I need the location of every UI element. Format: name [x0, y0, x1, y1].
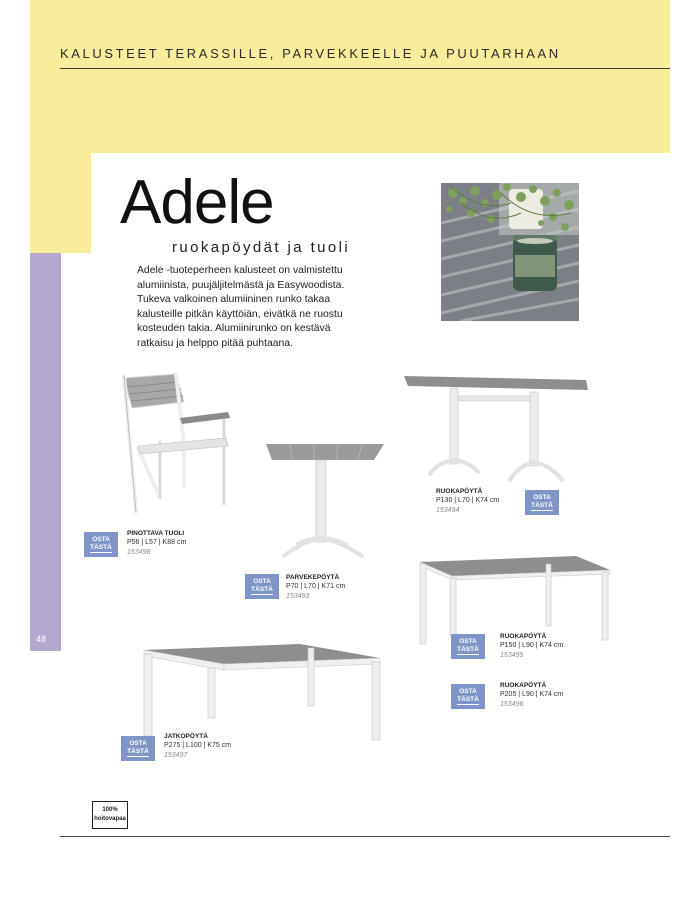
collection-subtitle: ruokapöydät ja tuoli	[172, 239, 351, 256]
header-divider	[60, 68, 670, 69]
page-number: 48	[36, 634, 47, 644]
buy-button-dining-table-130[interactable]: OSTA TÄSTÄ	[525, 490, 559, 515]
product-code: 153493	[286, 593, 310, 600]
yellow-side-band	[30, 153, 91, 253]
maintenance-free-badge: 100% hoitovapaa	[92, 801, 128, 829]
buy-button-chair[interactable]: OSTA TÄSTÄ	[84, 532, 118, 557]
product-name: JATKOPÖYTÄ	[164, 733, 208, 740]
product-dimensions: P56 | L57 | K88 cm	[127, 539, 187, 546]
product-name: PINOTTAVA TUOLI	[127, 530, 185, 537]
product-name: RUOKAPÖYTÄ	[500, 633, 547, 640]
product-dimensions: P205 | L90 | K74 cm	[500, 691, 564, 698]
collection-title: Adele	[120, 168, 274, 237]
section-title: KALUSTEET TERASSILLE, PARVEKKEELLE JA PUUTARHAAN	[60, 46, 561, 61]
purple-side-bar	[30, 253, 61, 651]
buy-button-balcony-table[interactable]: OSTA TÄSTÄ	[245, 574, 279, 599]
buy-button-dining-table-205[interactable]: OSTA TÄSTÄ	[451, 684, 485, 709]
product-name: RUOKAPÖYTÄ	[500, 682, 547, 689]
product-dimensions: P275 | L100 | K75 cm	[164, 742, 232, 749]
product-code: 153498	[127, 549, 151, 556]
product-dimensions: P130 | L70 | K74 cm	[436, 497, 500, 504]
product-code: 153495	[500, 652, 524, 659]
extension-table-image	[140, 644, 384, 744]
balcony-table-image	[262, 442, 388, 560]
candle-plant-image	[441, 183, 579, 321]
product-dimensions: P70 | L70 | K71 cm	[286, 583, 346, 590]
yellow-header-band	[30, 0, 670, 153]
stacking-chair-image	[118, 372, 234, 518]
buy-button-extension-table[interactable]: OSTA TÄSTÄ	[121, 736, 155, 761]
product-name: PARVEKEPÖYTÄ	[286, 574, 340, 581]
dining-table-130-image	[402, 374, 592, 486]
product-code: 153496	[500, 701, 524, 708]
buy-button-dining-table-150[interactable]: OSTA TÄSTÄ	[451, 634, 485, 659]
product-name: RUOKAPÖYTÄ	[436, 488, 483, 495]
collection-description: Adele -tuoteperheen kalusteet on valmistettu alumiinista, puujäljitelmästä ja Easywoodista. Tukeva valkoinen alumiininen runko takaa kalusteille pitkän käyttöiän, eivätkä ne ruostu kosteuden takia. Alumiinirunko on kestävä ratkaisu ja helppo pitää puhtaana.	[137, 265, 345, 349]
product-dimensions: P150 | L90 | K74 cm	[500, 642, 564, 649]
footer-divider	[60, 836, 670, 837]
product-code: 153497	[164, 752, 188, 759]
product-code: 153494	[436, 507, 460, 514]
lifestyle-photo	[441, 183, 579, 321]
